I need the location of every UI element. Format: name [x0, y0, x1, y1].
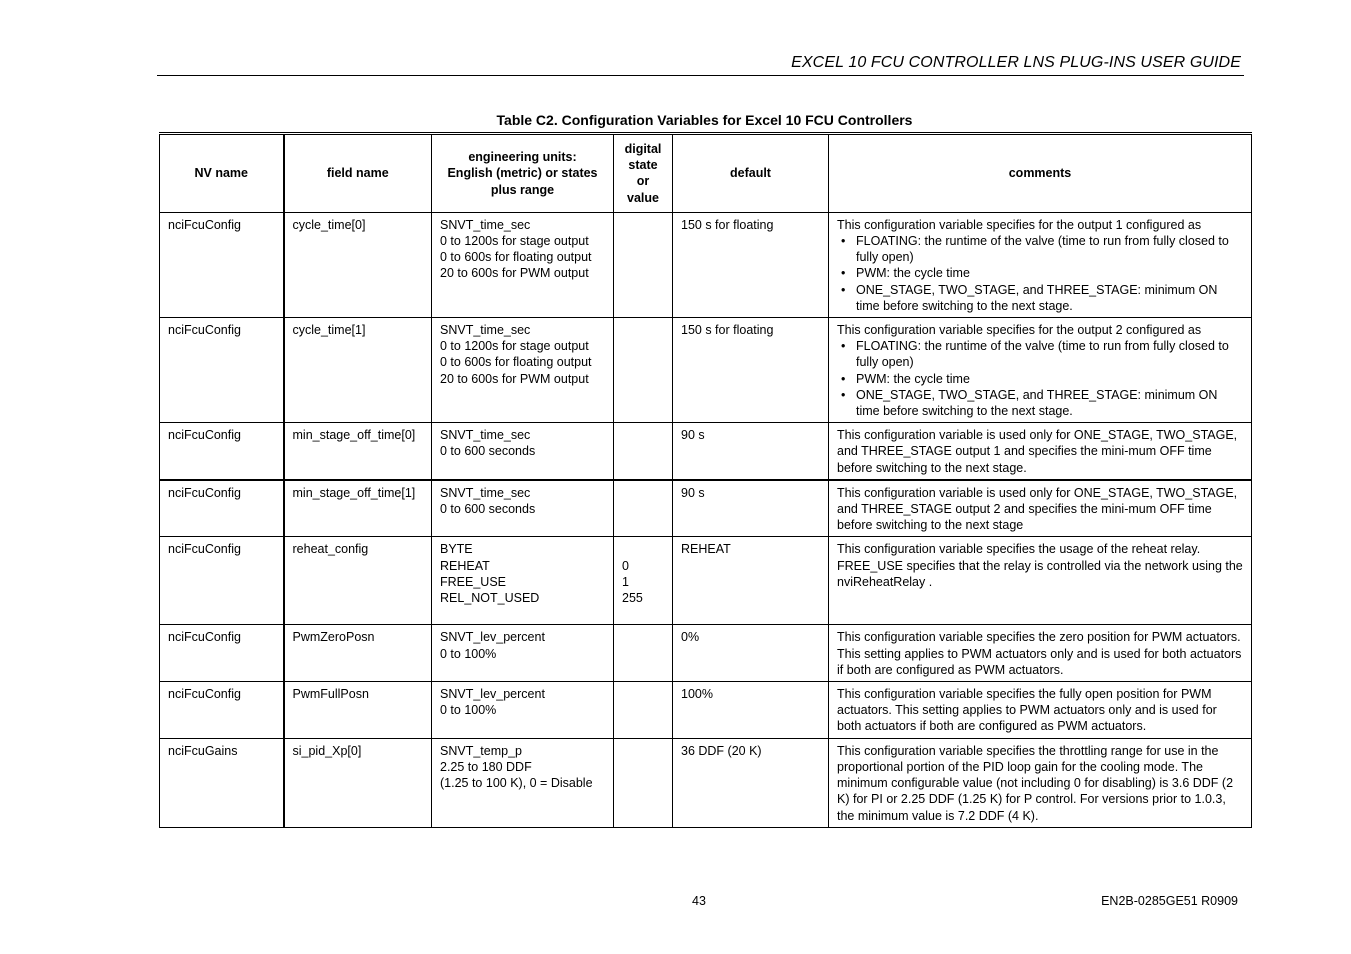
units-line: 0 to 1200s for stage output [440, 234, 589, 249]
comment-bullet-item: • FLOATING: the runtime of the valve (time to run from fully closed to fully open) [837, 233, 1243, 265]
table-row [160, 212, 1252, 317]
default-cell: 0% [673, 625, 829, 682]
units-cell [432, 682, 614, 739]
field-name-cell: PwmZeroPosn [284, 625, 432, 682]
table-row [160, 480, 1252, 537]
comments-cell [829, 480, 1252, 537]
units-line: 20 to 600s for PWM output [440, 266, 589, 281]
units-line: SNVT_temp_p [440, 743, 522, 758]
column-header-default: default [673, 134, 829, 213]
units-line: SNVT_time_sec [440, 428, 531, 443]
default-cell: 150 s for floating [673, 318, 829, 423]
column-header-digital [614, 134, 673, 213]
comment-bullet-list [837, 233, 1243, 314]
units-line: REL_NOT_USED [440, 591, 540, 606]
units-cell [432, 537, 614, 625]
units-cell [432, 738, 614, 827]
comment-text: This configuration variable specifies for the output 2 configured as [837, 323, 1202, 338]
comment-bullet-list [837, 338, 1243, 419]
comment-bullet-item: • ONE_STAGE, TWO_STAGE, and THREE_STAGE: minimum ON time before switching to the next stage. [837, 282, 1243, 314]
digital-header-line: digital [624, 142, 662, 156]
comments-cell [829, 212, 1252, 317]
units-header-line: plus range [490, 182, 555, 197]
comment-bullet-item: • PWM: the cycle time [837, 371, 1243, 387]
column-header-comments: comments [829, 134, 1252, 213]
comments-cell [829, 682, 1252, 739]
comment-bullet-item: • ONE_STAGE, TWO_STAGE, and THREE_STAGE: minimum ON time before switching to the next stage. [837, 387, 1243, 419]
table-row [160, 682, 1252, 739]
units-line: SNVT_lev_percent [440, 687, 545, 702]
digital-value-cell [614, 738, 673, 827]
digital-value-cell [614, 537, 673, 625]
field-name-cell: si_pid_Xp[0] [284, 738, 432, 827]
units-cell [432, 625, 614, 682]
units-line: BYTE [440, 542, 473, 557]
comments-cell [829, 738, 1252, 827]
table-body [160, 212, 1252, 827]
units-line: 20 to 600s for PWM output [440, 371, 589, 386]
units-line: 0 to 100% [440, 646, 497, 661]
units-line: 0 to 600 seconds [440, 444, 536, 459]
nv-name-cell: nciFcuConfig [160, 682, 284, 739]
field-name-cell: PwmFullPosn [284, 682, 432, 739]
units-line: 2.25 to 180 DDF [440, 759, 532, 774]
table-row [160, 537, 1252, 625]
units-header-line: English (metric) or states [447, 166, 598, 181]
field-name-cell: cycle_time[0] [284, 212, 432, 317]
table-row [160, 625, 1252, 682]
units-line: REHEAT [440, 558, 490, 573]
table-row [160, 318, 1252, 423]
digital-value-cell [614, 682, 673, 739]
comment-text: This configuration variable specifies the zero position for PWM actuators. This setting applies to PWM actuators only and is used for both actuators if both are configured as PWM actuators. [837, 630, 1242, 677]
digital-value-cell [614, 480, 673, 537]
config-variables-table [159, 132, 1252, 828]
column-header-nv-name: NV name [160, 134, 284, 213]
digital-value-cell [614, 212, 673, 317]
nv-name-cell: nciFcuConfig [160, 480, 284, 537]
comment-bullet-item: • PWM: the cycle time [837, 265, 1243, 281]
table-row [160, 738, 1252, 827]
units-cell [432, 212, 614, 317]
default-cell: 150 s for floating [673, 212, 829, 317]
page-number: 43 [692, 894, 706, 908]
digital-value-cell [614, 318, 673, 423]
table-row [160, 423, 1252, 480]
header-divider [157, 75, 1244, 76]
digital-header-line: value [627, 190, 659, 205]
nv-name-cell: nciFcuConfig [160, 625, 284, 682]
units-header-line: engineering units: [468, 150, 577, 165]
comment-text: This configuration variable specifies the usage of the reheat relay. FREE_USE specifies that the relay is controlled via the network using the nviReheatRelay . [837, 542, 1243, 589]
field-name-cell: cycle_time[1] [284, 318, 432, 423]
nv-name-cell: nciFcuGains [160, 738, 284, 827]
comments-cell [829, 625, 1252, 682]
default-cell: 36 DDF (20 K) [673, 738, 829, 827]
default-cell: 90 s [673, 480, 829, 537]
units-line: SNVT_time_sec [440, 485, 531, 500]
units-line: SNVT_time_sec [440, 323, 531, 338]
document-header-title: EXCEL 10 FCU CONTROLLER LNS PLUG-INS USER GUIDE [791, 54, 1241, 71]
digital-header-line: or [636, 174, 650, 189]
nv-name-cell: nciFcuConfig [160, 423, 284, 480]
column-header-units [432, 134, 614, 213]
digital-header-line: state [628, 158, 658, 173]
units-line: 0 to 100% [440, 703, 497, 718]
digital-value-cell [614, 625, 673, 682]
column-header-field-name: field name [284, 134, 432, 213]
comment-text: This configuration variable specifies the throttling range for use in the proportional portion of the PID loop gain for the cooling mode. The minimum configurable value (not including 0 for disabling) is 3.6 DDF (2 K) for PI or 2.25 DDF (1.25 K) for P control. For versions prior to 1.0.3, the minimum value is 7.2 DDF (4 K). [837, 743, 1234, 823]
field-name-cell: min_stage_off_time[1] [284, 480, 432, 537]
comment-text: This configuration variable is used only for ONE_STAGE, TWO_STAGE, and THREE_STAGE output 2 and specifies the mini-mum OFF time before switching to the next stage [837, 485, 1238, 533]
digital-value-line: 0 [622, 558, 629, 573]
units-cell [432, 480, 614, 537]
units-cell [432, 423, 614, 480]
comments-cell [829, 423, 1252, 480]
document-code: EN2B-0285GE51 R0909 [1101, 894, 1238, 908]
comment-text: This configuration variable specifies the fully open position for PWM actuators. This setting applies to PWM actuators only and is used for both actuators if both are configured as PWM actuators. [837, 687, 1217, 734]
units-line: SNVT_time_sec [440, 217, 531, 232]
default-cell: REHEAT [673, 537, 829, 625]
units-line: SNVT_lev_percent [440, 630, 545, 645]
units-line: 0 to 600s for floating output [440, 250, 592, 265]
config-table-container [159, 132, 1252, 828]
digital-value-line [622, 541, 664, 557]
digital-value-line: 255 [622, 591, 643, 606]
units-line: 0 to 600s for floating output [440, 355, 592, 370]
units-cell [432, 318, 614, 423]
nv-name-cell: nciFcuConfig [160, 537, 284, 625]
units-line: 0 to 1200s for stage output [440, 339, 589, 354]
comment-bullet-item: • FLOATING: the runtime of the valve (time to run from fully closed to fully open) [837, 338, 1243, 370]
nv-name-cell: nciFcuConfig [160, 212, 284, 317]
nv-name-cell: nciFcuConfig [160, 318, 284, 423]
field-name-cell: reheat_config [284, 537, 432, 625]
comments-cell [829, 318, 1252, 423]
comments-cell [829, 537, 1252, 625]
units-line: (1.25 to 100 K), 0 = Disable [440, 776, 593, 791]
table-caption: Table C2. Configuration Variables for Excel 10 FCU Controllers [496, 112, 913, 128]
digital-value-cell [614, 423, 673, 480]
default-cell: 100% [673, 682, 829, 739]
digital-value-line: 1 [622, 574, 629, 589]
default-cell: 90 s [673, 423, 829, 480]
comment-text: This configuration variable specifies for the output 1 configured as [837, 217, 1202, 232]
units-line: FREE_USE [440, 574, 506, 589]
field-name-cell: min_stage_off_time[0] [284, 423, 432, 480]
units-line: 0 to 600 seconds [440, 502, 536, 517]
comment-text: This configuration variable is used only for ONE_STAGE, TWO_STAGE, and THREE_STAGE output 1 and specifies the mini-mum OFF time before switching to the next stage. [837, 428, 1238, 475]
